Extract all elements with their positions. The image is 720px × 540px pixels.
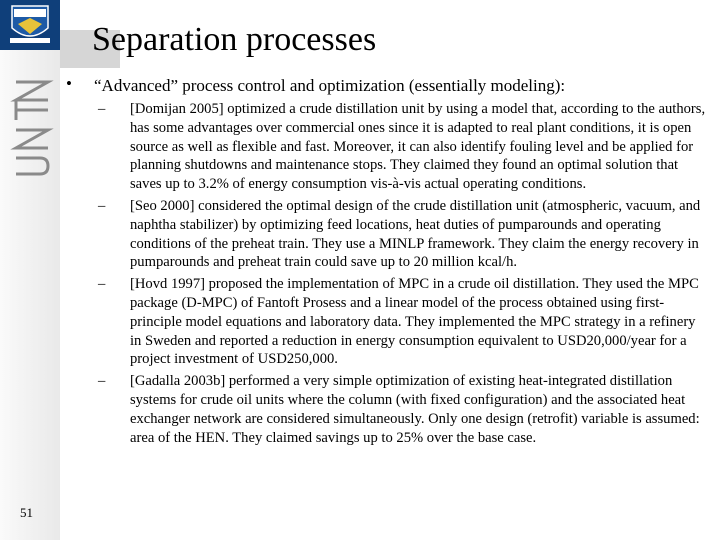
sub-bullet-item — [98, 275, 710, 369]
dash-marker: – — [98, 373, 106, 390]
sub-bullet-list — [98, 100, 710, 450]
sub-bullet-text: [Hovd 1997] proposed the implementation of MPC in a crude oil distillation. They used the MPC package (D-MPC) of Fantoft Prosess and a linear model of the process obtained using first-principle model equations and laboratory data. They implemented the MPC strategy in a refinery in Sweden and reported a reduction in energy consumption equivalent to USD20,000/year for a project investment of USD250,000. — [130, 276, 699, 368]
bullet-text: “Advanced” process control and optimization (essentially modeling): — [94, 76, 566, 95]
sub-bullet-text: [Seo 2000] considered the optimal design of the crude distillation unit (atmospheric, vacuum, and naphtha stabilizer) by optimizing feed locations, heat duties of pumparounds and operating conditions of the preheat train. They use a MINLP framework. They claim the energy recovery in pumparounds and preheat train could save up to 20 million kcal/h. — [130, 197, 701, 271]
page-number: 51 — [20, 505, 33, 520]
sub-bullet-item — [98, 100, 710, 194]
slide-title: Separation processes — [92, 21, 377, 58]
university-logo — [0, 0, 60, 50]
shield-emblem-icon — [0, 0, 60, 50]
sub-bullet-item — [98, 372, 710, 447]
sub-bullet-text: [Gadalla 2003b] performed a very simple optimization of existing heat-integrated distillation systems for crude oil units where the column (with fixed configuration) and the associated heat exchanger network are considered simultaneously. Only one design (retrofit) variable is assumed: area of the HEN. They claimed savings up to 25% over the base case. — [130, 373, 700, 446]
bullet-marker: • — [66, 74, 72, 93]
sub-bullet-item — [98, 197, 710, 272]
dash-marker: – — [98, 101, 106, 117]
dash-marker: – — [98, 197, 106, 214]
dash-marker: – — [98, 276, 106, 293]
ntnu-logo — [10, 78, 54, 178]
sub-bullet-text: [Domijan 2005] optimized a crude distillation unit by using a model that, according to the authors, has some advantages over commercial ones since it is adapted to real plant conditions, it is open source as well as flexible and fast. Moreover, it can also identify fouling level and be applied for planning shutdowns and maintenance stops. They claimed they found an optimal solution that saves up to 3.2% of energy consumption vis-à-vis actual operating conditions. — [130, 101, 706, 193]
